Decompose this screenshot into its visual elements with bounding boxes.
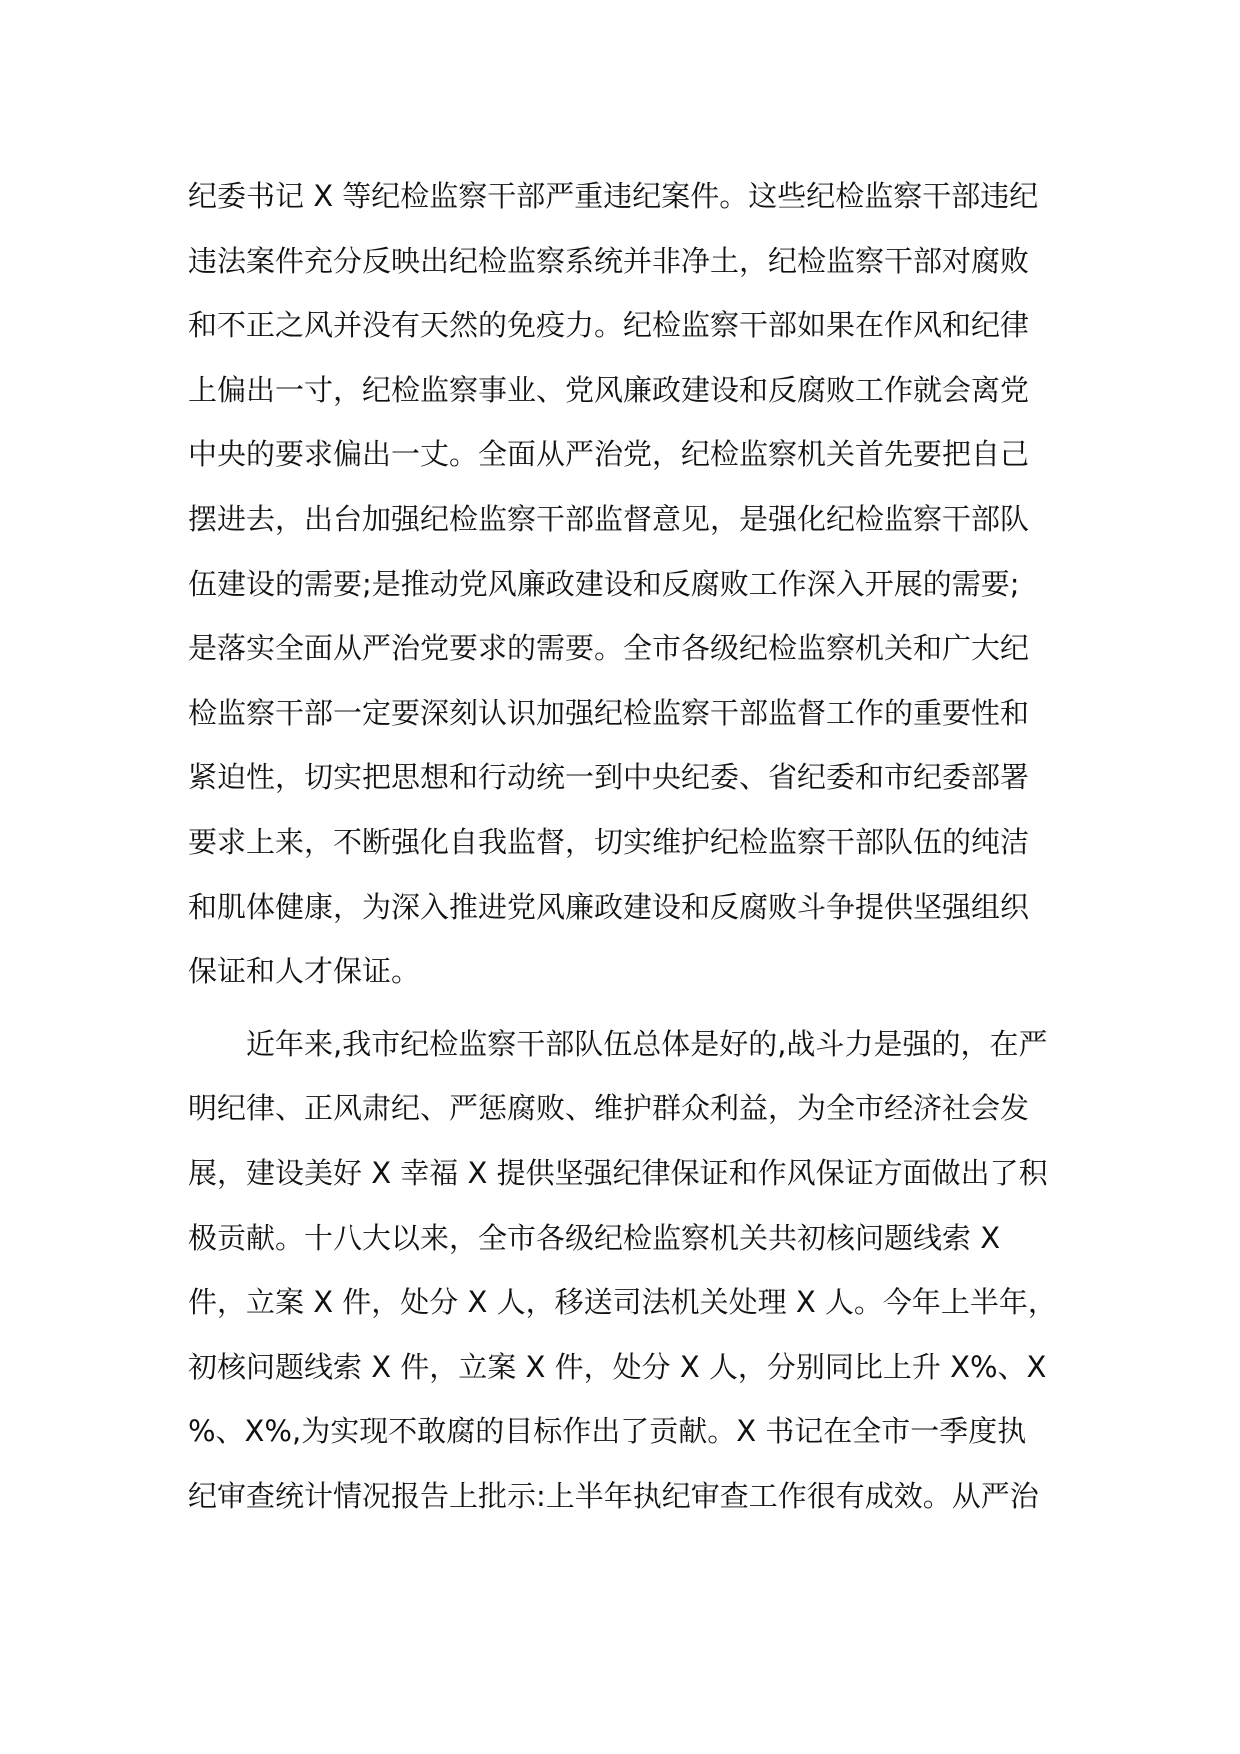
paragraph-1 bbox=[188, 164, 1068, 1004]
text-line: 摆进去，出台加强纪检监察干部监督意见，是强化纪检监察干部队 bbox=[188, 501, 1030, 536]
text-line: 明纪律、正风肃纪、严惩腐败、维护群众利益，为全市经济社会发 bbox=[188, 1091, 1030, 1126]
text-line: 上偏出一寸，纪检监察事业、党风廉政建设和反腐败工作就会离党 bbox=[188, 372, 1030, 407]
text-line: 违法案件充分反映出纪检监察系统并非净土，纪检监察干部对腐败 bbox=[188, 243, 1030, 278]
text-line: 和肌体健康，为深入推进党风廉政建设和反腐败斗争提供坚强组织 bbox=[188, 889, 1030, 924]
text-line: 纪审查统计情况报告上批示:上半年执纪审查工作很有成效。从严治 bbox=[188, 1478, 1039, 1513]
text-line: 纪委书记 X 等纪检监察干部严重违纪案件。这些纪检监察干部违纪 bbox=[188, 179, 1039, 213]
text-line: 极贡献。十八大以来，全市各级纪检监察机关共初核问题线索 X bbox=[188, 1220, 1001, 1255]
paragraph-spacer bbox=[188, 1004, 1068, 1012]
text-line: 中央的要求偏出一丈。全面从严治党，纪检监察机关首先要把自己 bbox=[188, 437, 1030, 472]
document-body bbox=[188, 164, 1068, 1528]
text-line: 紧迫性，切实把思想和行动统一到中央纪委、省纪委和市纪委部署 bbox=[188, 760, 1030, 795]
text-line: 初核问题线索 X 件，立案 X 件，处分 X 人，分别同比上升 X%、X bbox=[188, 1349, 1047, 1384]
text-line-indented: 近年来,我市纪检监察干部队伍总体是好的,战斗力是强的，在严 bbox=[246, 1026, 1048, 1061]
text-line: 保证和人才保证。 bbox=[188, 954, 421, 989]
text-line: 是落实全面从严治党要求的需要。全市各级纪检监察机关和广大纪 bbox=[188, 631, 1030, 666]
text-line: 伍建设的需要;是推动党风廉政建设和反腐败工作深入开展的需要; bbox=[188, 566, 1020, 601]
text-line: 和不正之风并没有天然的免疫力。纪检监察干部如果在作风和纪律 bbox=[188, 308, 1030, 343]
paragraph-2 bbox=[188, 1012, 1068, 1529]
text-line: 检监察干部一定要深刻认识加强纪检监察干部监督工作的重要性和 bbox=[188, 695, 1030, 730]
text-line: %、X%,为实现不敢腐的目标作出了贡献。X 书记在全市一季度执 bbox=[188, 1414, 1027, 1449]
text-line: 件，立案 X 件，处分 X 人，移送司法机关处理 X 人。今年上半年， bbox=[188, 1285, 1057, 1320]
text-line: 展，建设美好 X 幸福 X 提供坚强纪律保证和作风保证方面做出了积 bbox=[188, 1155, 1048, 1190]
text-line: 要求上来，不断强化自我监督，切实维护纪检监察干部队伍的纯洁 bbox=[188, 824, 1030, 859]
